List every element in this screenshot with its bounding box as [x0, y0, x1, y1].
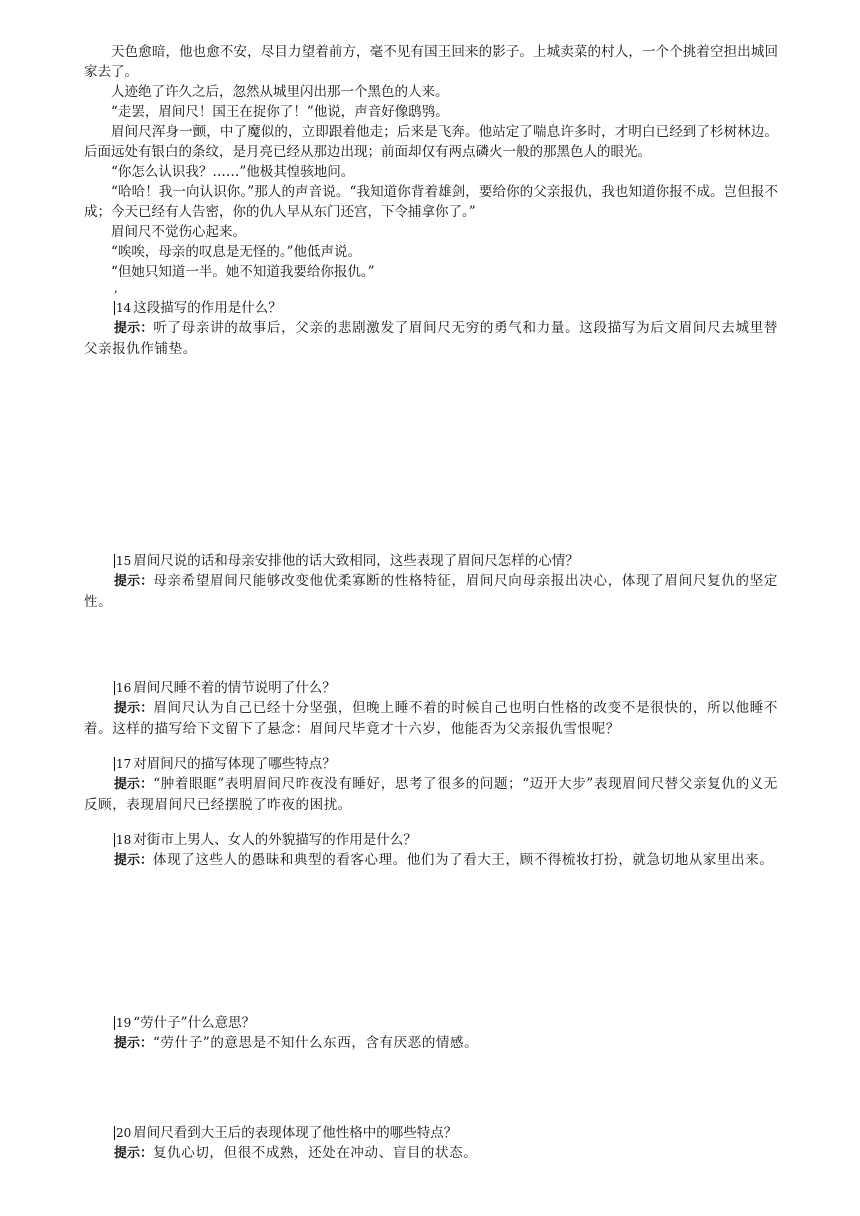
question-block-17: [84, 754, 778, 815]
hint-body: 体现了这些人的愚昧和典型的看客心理。他们为了看大王，顾不得梳妆打扮，就急切地从家里出来。: [153, 852, 774, 868]
answer-text: [84, 318, 778, 359]
answer-text: [84, 1143, 778, 1164]
question-block-15: [84, 551, 778, 612]
story-paragraph: 天色愈暗，他也愈不安，尽目力望着前方，毫不见有国王回来的影子。上城卖菜的村人，一个个挑着空担出城回家去了。: [84, 44, 778, 80]
story-paragraph: “但她只知道一半。她不知道我要给你报仇。”: [111, 264, 375, 280]
story-paragraph: 眉间尺不觉伤心起来。: [111, 224, 246, 240]
question-number: 18: [116, 833, 132, 847]
question-number: 14: [116, 301, 132, 315]
story-excerpt: [84, 42, 778, 282]
answer-text: [84, 698, 778, 739]
hint-body: 眉间尺认为自己已经十分坚强，但晚上睡不着的时候自己也明白性格的改变不是很快的，所以他睡不着。这样的描写给下文留下了悬念：眉间尺毕竟才十六岁，他能否为父亲报仇雪恨呢？: [84, 700, 778, 737]
question-prompt: “劳什子”什么意思？: [133, 1015, 256, 1031]
question-prompt: 眉间尺睡不着的情节说明了什么？: [133, 680, 336, 696]
question-text: [84, 830, 778, 850]
question-number: 16: [116, 681, 132, 695]
answer-text: [84, 571, 778, 612]
question-block-19: [84, 1013, 778, 1054]
answer-text: [84, 774, 778, 815]
answer-text: [84, 850, 778, 871]
question-prompt: 眉间尺说的话和母亲安排他的话大致相同，这些表现了眉间尺怎样的心情？: [133, 553, 579, 569]
question-text: [84, 754, 778, 774]
question-text: [84, 1123, 778, 1143]
question-text: [84, 298, 778, 318]
question-block-20: [84, 1123, 778, 1164]
hint-label: 提示：: [114, 1036, 154, 1051]
hint-body: 母亲希望眉间尺能够改变他优柔寡断的性格特征，眉间尺向母亲报出决心，体现了眉间尺复仇的坚定性。: [84, 573, 778, 610]
question-text: [84, 678, 778, 698]
hint-label: 提示：: [114, 1146, 154, 1161]
hint-label: 提示：: [114, 777, 154, 792]
story-paragraph: “你怎么认识我？……”他极其惶骇地问。: [111, 164, 355, 180]
stray-mark: ,: [114, 281, 118, 295]
hint-body: 复仇心切，但很不成熟，还处在冲动、盲目的状态。: [153, 1145, 478, 1161]
question-number: 15: [116, 554, 132, 568]
question-prompt: 眉间尺看到大王后的表现体现了他性格中的哪些特点？: [133, 1125, 458, 1141]
hint-label: 提示：: [114, 574, 154, 589]
hint-label: 提示：: [114, 701, 154, 716]
question-block-16: [84, 678, 778, 739]
question-block-14: [84, 298, 778, 359]
hint-body: “劳什子”的意思是不知什么东西，含有厌恶的情感。: [153, 1035, 479, 1051]
story-paragraph: 人迹绝了许久之后，忽然从城里闪出那一个黑色的人来。: [111, 84, 449, 100]
hint-label: 提示：: [114, 321, 154, 336]
question-text: [84, 551, 778, 571]
question-text: [84, 1013, 778, 1033]
question-prompt: 对街市上男人、女人的外貌描写的作用是什么？: [133, 832, 417, 848]
story-paragraph: 眉间尺浑身一颤，中了魔似的，立即跟着他走；后来是飞奔。他站定了喘息许多时，才明白已经到了杉树林边。后面远处有银白的条纹，是月亮已经从那边出现；前面却仅有两点磷火一般的那黑色人的眼光。: [84, 124, 778, 160]
question-number: 17: [116, 757, 132, 771]
hint-label: 提示：: [114, 853, 154, 868]
hint-body: “肿着眼眶”表明眉间尺昨夜没有睡好，思考了很多的问题；“迈开大步”表现眉间尺替父亲复仇的义无反顾，表现眉间尺已经摆脱了昨夜的困扰。: [84, 776, 778, 813]
question-prompt: 这段描写的作用是什么？: [133, 300, 282, 316]
answer-text: [84, 1033, 778, 1054]
story-paragraph: “哈哈！我一向认识你。”那人的声音说。“我知道你背着雄剑，要给你的父亲报仇，我也知道你报不成。岂但报不成；今天已经有人告密，你的仇人早从东门还宫，下令捕拿你了。”: [84, 184, 778, 220]
story-paragraph: “唉唉，母亲的叹息是无怪的。”他低声说。: [111, 244, 362, 260]
question-block-18: [84, 830, 778, 871]
story-paragraph: “走罢，眉间尺！国王在捉你了！”他说，声音好像鸱鸮。: [111, 104, 449, 120]
hint-body: 听了母亲讲的故事后，父亲的悲剧激发了眉间尺无穷的勇气和力量。这段描写为后文眉间尺去城里替父亲报仇作铺垫。: [84, 320, 778, 357]
question-number: 20: [116, 1126, 132, 1140]
question-prompt: 对眉间尺的描写体现了哪些特点？: [133, 756, 336, 772]
question-number: 19: [116, 1016, 132, 1030]
